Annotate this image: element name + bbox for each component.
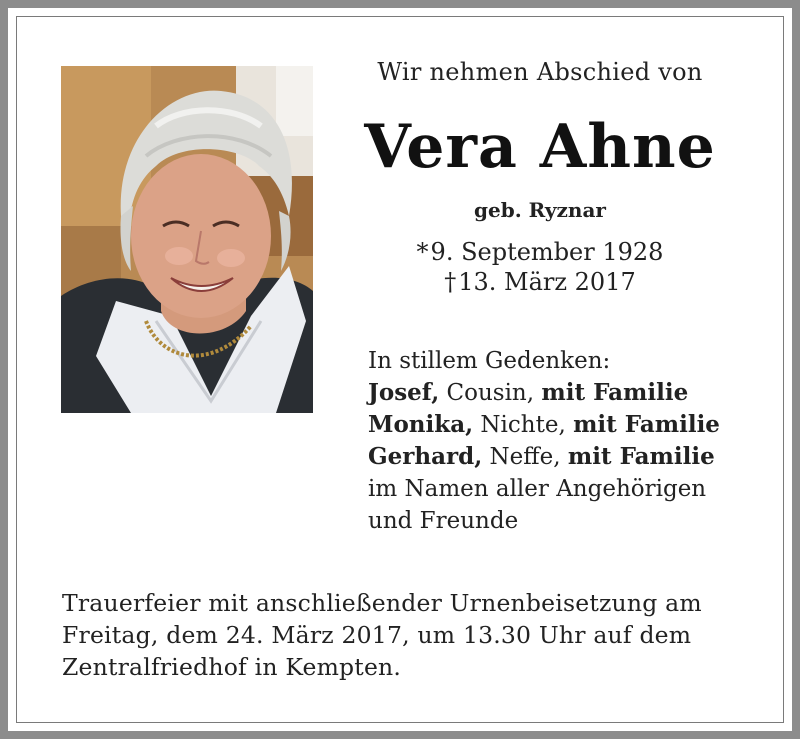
mourners-closing: und Freunde: [368, 508, 519, 534]
birth-star-icon: *: [416, 238, 429, 266]
mourner-suffix: mit Familie: [541, 379, 689, 406]
mourner-name: Gerhard,: [368, 443, 483, 470]
ceremony-line: Freitag, dem 24. März 2017, um 13.30 Uhr auf dem: [62, 621, 692, 649]
deceased-name: Vera Ahne: [364, 112, 716, 182]
mourners-closing: im Namen aller Angehörigen: [368, 476, 707, 502]
death-date: 13. März 2017: [458, 268, 636, 296]
mourner-entry: [368, 409, 768, 441]
portrait-photo: [61, 66, 313, 413]
mourner-relation: Cousin,: [439, 380, 542, 406]
ceremony-line: Zentralfriedhof in Kempten.: [62, 653, 402, 681]
mourner-entry: [368, 441, 768, 473]
mourner-suffix: mit Familie: [567, 443, 715, 470]
maiden-name: geb. Ryznar: [474, 198, 606, 222]
birth-date: 9. September 1928: [430, 238, 664, 266]
mourner-name: Monika,: [368, 411, 474, 438]
mourner-suffix: mit Familie: [573, 411, 720, 438]
mourner-entry: [368, 377, 768, 409]
death-date-line: [340, 268, 740, 296]
ceremony-block: [62, 587, 762, 683]
mourners-heading: In stillem Gedenken:: [368, 348, 611, 374]
birth-date-line: [340, 238, 740, 266]
mourner-relation: Nichte,: [473, 412, 574, 438]
ceremony-line: Trauerfeier mit anschließender Urnenbeisetzung am: [62, 589, 702, 617]
mourners-block: [368, 345, 768, 537]
mourner-relation: Neffe,: [482, 444, 568, 470]
mourner-name: Josef,: [368, 379, 440, 406]
intro-text: Wir nehmen Abschied von: [377, 58, 703, 86]
death-cross-icon: †: [444, 268, 457, 296]
